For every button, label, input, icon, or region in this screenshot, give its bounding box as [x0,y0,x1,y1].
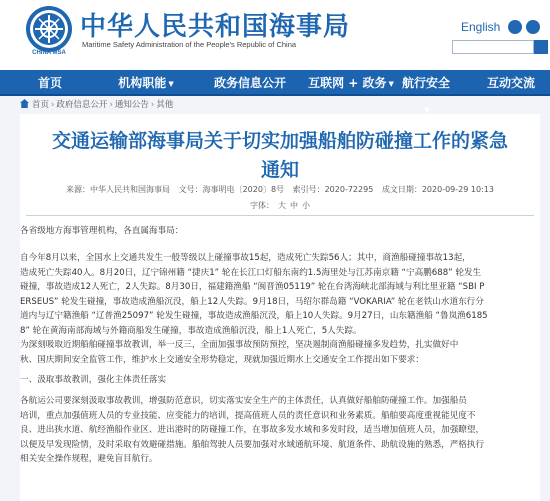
nav-item-functions[interactable] [100,70,192,96]
meta-index-no: 索引号：2020-72295 [292,185,374,194]
article-panel [20,114,540,501]
nav-item-label: 首页 [37,76,62,90]
font-size-label: 字体： [250,201,274,210]
chevron-down-icon: ▼ [388,79,394,88]
nav-item-home[interactable] [18,70,82,96]
search-icon[interactable] [534,40,548,54]
section-heading: 一、汲取事故教训，强化主体责任落实 [20,375,167,385]
paragraph-line: 以便及早发现险情，及时采取有效避碰措施。船舶驾驶人员要加强对水域通航环境、航道条件、助航设施的熟悉，严格执行 [20,439,485,450]
meta-publish-date: 成文日期：2020-09-29 10:13 [381,185,494,194]
paragraph-line: 各航运公司要深刻汲取事故教训，增强防范意识，切实落实安全生产的主体责任，认真做好船舶防碰撞工作。加强船员 [20,396,467,406]
font-size-large[interactable]: 大 [278,201,286,210]
nav-item-label: 机构职能 [118,76,167,90]
meta-doc-no: 文号：海事明电〔2020〕8号 [178,185,285,194]
msa-emblem-logo[interactable] [24,4,74,56]
paragraph-line: 自今年8月以来，全国水上交通共发生一般等级以上碰撞事故15起，造成死亡失踪56人；其中，商渔船碰撞事故13起， [20,253,471,263]
chevron-down-icon: ▼ [168,79,174,88]
paragraph-line: 造成死亡失踪40人。8月20日，辽宁锦州籍 “捷庆1” 轮在长江口灯船东南约1.5海里处与江苏南京籍 “宁高鹏688” 轮发生 [20,267,482,278]
breadcrumb-home[interactable]: 首页 [32,100,50,110]
paragraph-line: 为深刻吸取近期船舶碰撞事故教训，举一反三，全面加强事故预防预控，坚决遏制商渔船碰撞多发趋势，扎实做好中 [20,340,459,350]
paragraph-line: 秋、国庆期间安全监管工作，维护水上交通安全形势稳定，现就加强近期水上交通安全工作提出如下要求： [20,354,424,365]
nav-item-gov-info[interactable] [200,70,300,96]
nav-item-navigation-safety[interactable] [400,70,452,114]
breadcrumb-notices[interactable]: 通知公告 [114,100,149,110]
breadcrumb-gov-info[interactable]: 政府信息公开 [56,100,108,110]
nav-item-label: 航行安全 [401,76,450,90]
article-title-line1: 交通运输部海事局关于切实加强船舶防碰撞工作的紧急 [51,130,508,152]
meta-source: 来源：中华人民共和国海事局 [66,185,171,194]
article-divider [26,215,534,216]
site-header [0,0,550,70]
nav-item-interaction[interactable] [478,70,544,96]
nav-item-label: 政务信息公开 [213,76,286,90]
paragraph-line: 8” 轮在黄海南部海域与外籍商船发生碰撞，事故造成渔船沉没，船上1人死亡，5人失踪。 [20,325,362,336]
site-title[interactable]: 中华人民共和国海事局 [80,12,351,42]
article-meta [20,184,540,195]
breadcrumb-separator: › [109,100,113,110]
font-size-switcher [20,200,540,211]
breadcrumb [20,98,173,110]
font-size-small[interactable]: 小 [302,201,310,210]
home-icon[interactable] [20,99,29,108]
paragraph-salutation: 各省级地方海事管理机构，各直属海事局： [20,226,184,236]
chevron-down-icon: ▼ [424,105,430,114]
weibo-icon[interactable] [508,20,522,34]
breadcrumb-separator: › [51,100,55,110]
site-subtitle: Maritime Safety Administration of the People's Republic of China [82,40,297,49]
article-title-line2: 通知 [260,159,299,181]
paragraph-line: ERSEUS” 轮发生碰撞，事故造成渔船沉没，船上12人失踪。9月18日，马绍尔群岛籍 “VOKARIA” 轮在老铁山水道东行分 [20,296,484,307]
emblem-text: CHINA MSA [32,50,66,56]
nav-item-label: 互动交流 [486,76,535,90]
english-link[interactable]: English [461,20,501,34]
search-input[interactable] [452,40,534,54]
nav-item-label: 互联网 + 政务 [308,76,387,90]
breadcrumb-separator: › [150,100,155,110]
paragraph-line: 道内与辽宁籍渔船 “辽普渔25097” 轮发生碰撞，事故造成渔船沉没，船上10人失踪。9月27日，山东籍渔船 “鲁岚渔6185 [20,311,488,321]
paragraph-line: 良、进出狭水道、航经渔船作业区、进出港时的防碰撞工作，在事故多发水域和多发时段，适当增加值班人员，加强瞭望， [20,425,485,435]
nav-item-internet-gov[interactable] [300,70,402,96]
wechat-icon[interactable] [526,20,540,34]
breadcrumb-other[interactable]: 其他 [156,100,174,110]
paragraph-line: 碰撞，事故造成12人死亡，2人失踪。8月30日，福建籍渔船 “闽晋渔05119” 轮在台湾海峡北部海域与利比里亚籍 “SBI P [20,282,485,292]
font-size-medium[interactable]: 中 [290,201,298,210]
paragraph-line: 相关安全操作规程，避免盲目航行。 [20,454,158,464]
article-title [20,127,540,185]
paragraph-line: 培训，重点加强值班人员的专业技能、应变能力的培训，提高值班人员的责任意识和业务素质。船舶要高度重视能见度不 [20,410,476,421]
